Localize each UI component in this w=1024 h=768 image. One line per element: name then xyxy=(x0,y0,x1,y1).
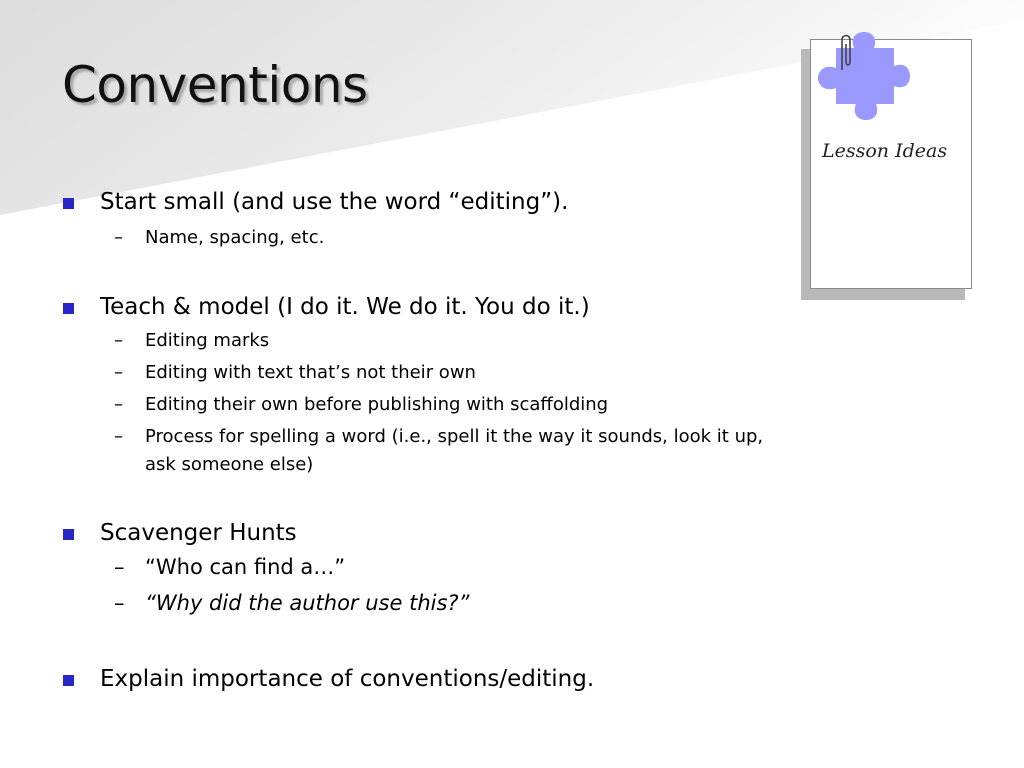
sub-bullet-item xyxy=(62,224,802,252)
bullet-group-3 xyxy=(62,517,802,621)
bullet-list xyxy=(62,186,802,695)
sub-bullet-text: Editing their own before publishing with scaffolding xyxy=(145,394,609,415)
sub-bullet-text: “Who can find a…” xyxy=(145,555,346,579)
sub-bullet-item xyxy=(62,549,802,585)
lesson-ideas-label: Lesson Ideas xyxy=(822,140,948,162)
bullet-group-1 xyxy=(62,186,802,252)
sub-bullet-text: Name, spacing, etc. xyxy=(145,227,325,248)
sub-bullet-item xyxy=(62,391,802,419)
square-bullet-icon xyxy=(63,529,74,540)
bullet-item xyxy=(62,663,802,695)
dash-marker: – xyxy=(114,426,123,447)
sub-bullet-item xyxy=(62,359,802,387)
square-bullet-icon xyxy=(63,303,74,314)
square-bullet-icon xyxy=(63,198,74,209)
sub-bullet-text: Editing with text that’s not their own xyxy=(145,362,476,383)
puzzle-piece-icon xyxy=(814,32,914,132)
sub-bullet-text: Process for spelling a word (i.e., spell it the way it sounds, look it up, ask someone else) xyxy=(145,426,764,475)
bullet-text: Scavenger Hunts xyxy=(100,520,297,546)
bullet-text: Teach & model (I do it. We do it. You do it.) xyxy=(100,294,590,320)
slide-title: Conventions xyxy=(62,56,368,114)
bullet-item xyxy=(62,186,802,218)
square-bullet-icon xyxy=(63,675,74,686)
dash-marker: – xyxy=(114,227,123,248)
dash-marker: – xyxy=(114,330,123,351)
bullet-item xyxy=(62,291,802,323)
sub-bullet-text: “Why did the author use this?” xyxy=(145,591,470,615)
bullet-text: Start small (and use the word “editing”). xyxy=(100,189,569,215)
dash-marker: – xyxy=(114,362,123,383)
sub-bullet-item xyxy=(62,585,802,621)
sub-bullet-text: Editing marks xyxy=(145,330,270,351)
bullet-group-4 xyxy=(62,663,802,695)
bullet-group-2 xyxy=(62,291,802,479)
dash-marker: – xyxy=(114,555,125,579)
bullet-item xyxy=(62,517,802,549)
sub-bullet-item xyxy=(62,423,802,479)
dash-marker: – xyxy=(114,394,123,415)
dash-marker: – xyxy=(114,591,125,615)
bullet-text: Explain importance of conventions/editing. xyxy=(100,666,595,692)
sub-bullet-item xyxy=(62,327,802,355)
